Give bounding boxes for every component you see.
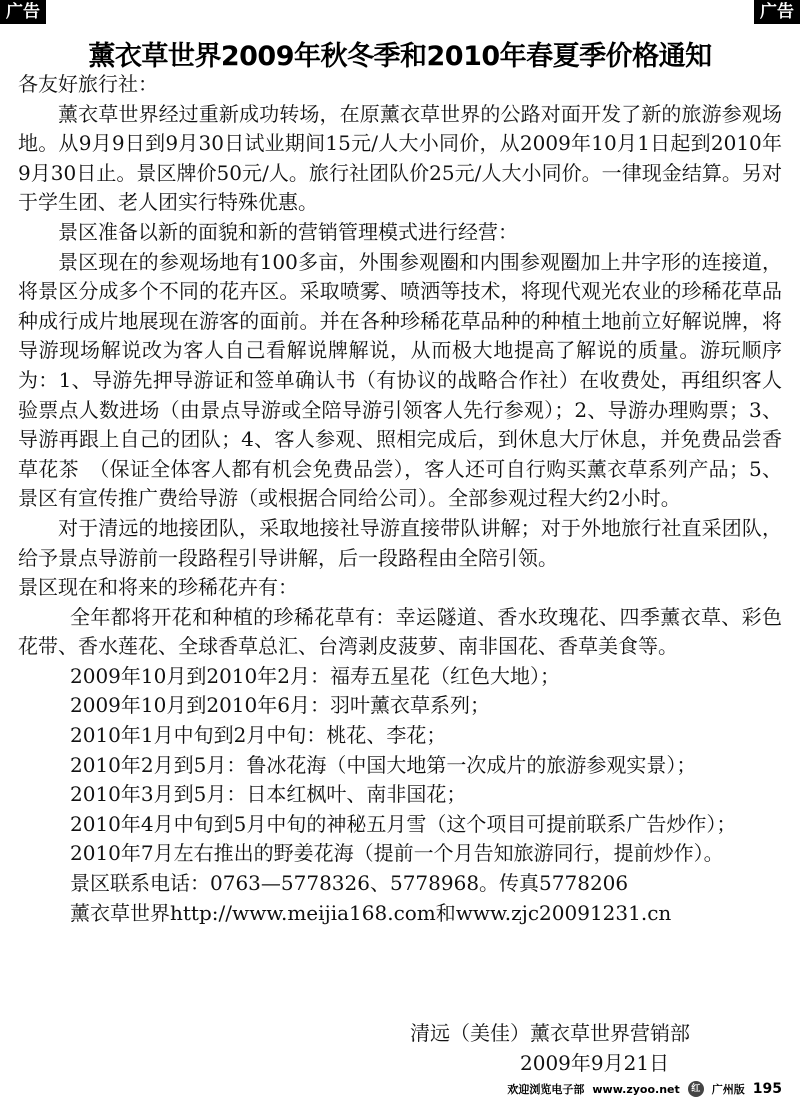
notice-body <box>18 70 782 928</box>
publication-logo-icon: 红 <box>688 1081 704 1097</box>
schedule-item: 2009年10月到2010年6月：羽叶薰衣草系列； <box>70 693 490 718</box>
paragraph-management: 景区准备以新的面貌和新的营销管理模式进行经营： <box>58 219 518 244</box>
ad-label-right: 广告 <box>754 0 800 24</box>
schedule-item: 2010年7月左右推出的野姜花海（提前一个月告知旅游同行，提前炒作）。 <box>70 841 724 866</box>
greeting: 各友好旅行社： <box>18 72 158 96</box>
schedule-item: 2010年1月中旬到2月中旬：桃花、李花； <box>70 723 447 748</box>
schedule-item: 2010年4月中旬到5月中旬的神秘五月雪（这个项目可提前联系广告炒作）； <box>70 811 737 836</box>
signature-department: 清远（美佳）薰衣草世界营销部 <box>410 1021 690 1045</box>
footer-edition: 广州版 <box>711 1083 745 1096</box>
notice-title: 薰衣草世界2009年秋冬季和2010年春夏季价格通知 <box>88 41 712 72</box>
paragraph-tour-groups: 对于清远的地接团队，采取地接社导游直接带队讲解；对于外地旅行社直采团队，给予景点导游前一段路程引导讲解，后一段路程由全陪引领。 <box>18 515 782 570</box>
page-number: 195 <box>752 1081 782 1097</box>
flowers-intro: 全年都将开花和种植的珍稀花草有：幸运隧道、香水玫瑰花、四季薰衣草、彩色花带、香水莲花、全球香草总汇、台湾剥皮菠萝、南非国花、香草美食等。 <box>18 604 782 659</box>
page-footer <box>507 1080 782 1098</box>
paragraph-site-description: 景区现在的参观场地有100多亩，外围参观圈和内围参观圈加上井字形的连接道，将景区分成多个不同的花卉区。采取喷雾、喷洒等技术，将现代观光农业的珍稀花草品种成行成片地展现在游客的面前。并在各种珍稀花草品种的种植土地前立好解说牌，将导游现场解说改为客人自己看解说牌解说，从而极大地提高了解说的质量。游玩顺序为：1、导游先押导游证和签单确认书（有协议的战略合作社）在收费处，再组织客人验票点人数进场（由景点导游或全陪导游引领客人先行参观）；2、导游办理购票；3、导游再跟上自己的团队；4、客人参观、照相完成后，到休息大厅休息，并免费品尝香草花茶 （保证全体客人都有机会免费品尝），客人还可自行购买薰衣草系列产品；5、景区有宣传推广费给导游（或根据合同给公司）。全部参观过程大约2小时。 <box>18 249 782 511</box>
schedule-item: 2010年3月到5月：日本红枫叶、南非国花； <box>70 782 467 807</box>
schedule-item: 2009年10月到2010年2月：福寿五星花（红色大地）； <box>70 663 560 688</box>
contact-phone: 景区联系电话：0763—5778326、5778968。传真5778206 <box>70 871 629 896</box>
flowers-heading: 景区现在和将来的珍稀花卉有： <box>18 575 298 600</box>
paragraph-intro: 薰衣草世界经过重新成功转场，在原薰衣草世界的公路对面开发了新的旅游参观场地。从9月9日到9月30日试业期间15元/人大小同价，从2009年10月1日起到2010年9月30日止。景区牌价50元/人。旅行社团队价25元/人大小同价。一律现金结算。另对于学生团、老人团实行特殊优惠。 <box>18 101 782 215</box>
schedule-item: 2010年2月到5月：鲁冰花海（中国大地第一次成片的旅游参观实景）； <box>70 752 697 777</box>
website-links: 薰衣草世界http://www.meijia168.com和www.zjc20091231.cn <box>70 900 672 925</box>
footer-url: www.zyoo.net <box>592 1082 680 1096</box>
ad-label-left: 广告 <box>0 0 46 24</box>
footer-slogan: 欢迎浏览电子部 <box>507 1083 585 1096</box>
signature-date: 2009年9月21日 <box>520 1051 670 1075</box>
